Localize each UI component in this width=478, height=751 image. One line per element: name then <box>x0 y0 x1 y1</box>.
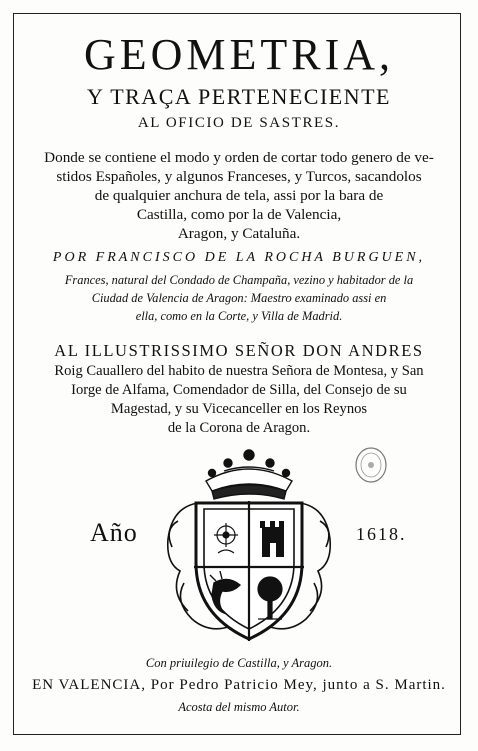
description-line: de qualquier anchura de tela, assi por la bara de <box>94 187 384 204</box>
author-line: Ciudad de Valencia de Aragon: Maestro examinado assi en <box>91 291 387 305</box>
description-line: Donde se contiene el modo y orden de cortar todo genero de ve- <box>44 149 434 166</box>
crown-icon <box>206 450 292 499</box>
year-value: 1618. <box>356 524 407 544</box>
dedication-line: Magestad, y su Vicecanceller en los Reynos <box>110 401 368 417</box>
description-line: Castilla, como por la de Valencia, <box>136 206 342 223</box>
year-label: Año <box>90 518 138 547</box>
author-line: Frances, natural del Condado de Champaña, vezino y habitador de la <box>64 273 414 287</box>
title-subtitle: Y TRAÇA PERTENECIENTE <box>87 84 391 109</box>
dedication-line: Roig Cauallero del habito de nuestra Señora de Montesa, y San <box>54 363 424 379</box>
privilege-line: Con priuilegio de Castilla, y Aragon. <box>145 656 333 670</box>
dedication-line: de la Corona de Aragon. <box>167 420 311 436</box>
imprint-line: EN VALENCIA, Por Pedro Patricio Mey, junto a S. Martin. <box>32 677 446 693</box>
description-line: Aragon, y Cataluña. <box>177 225 301 242</box>
cost-line: Acosta del mismo Autor. <box>178 700 300 714</box>
title-subtitle-2: AL OFICIO DE SASTRES. <box>137 115 341 131</box>
author-name: POR FRANCISCO DE LA ROCHA BURGUEN, <box>52 250 426 265</box>
dedication-line: Iorge de Alfama, Comendador de Silla, del Consejo de su <box>71 382 407 398</box>
coat-of-arms-icon <box>158 443 340 646</box>
dedication-heading: AL ILLUSTRISSIMO SEÑOR DON ANDRES <box>54 341 424 360</box>
title-main: GEOMETRIA, <box>83 30 395 79</box>
author-line: ella, como en la Corte, y Villa de Madrid. <box>135 309 343 323</box>
library-stamp-icon <box>354 446 388 489</box>
description-line: stidos Españoles, y algunos Franceses, y Turcos, sacandolos <box>56 168 422 185</box>
